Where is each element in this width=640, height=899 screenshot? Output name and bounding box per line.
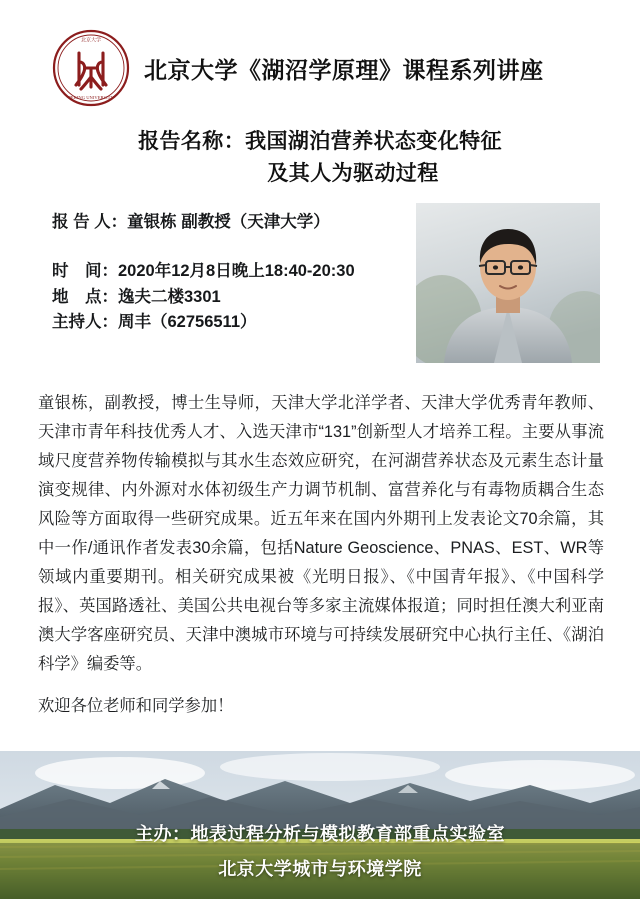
- peking-university-seal-logo: [52, 29, 130, 107]
- time-line: 时 间：2020年12月8日晚上18:40-20:30: [52, 262, 355, 281]
- speaker-portrait-photo: [416, 203, 600, 363]
- lecture-info-lines: [52, 211, 407, 335]
- welcome-note: 欢迎各位老师和同学参加！: [38, 697, 234, 715]
- page-title: [42, 126, 598, 189]
- lecture-info-area: [0, 211, 640, 371]
- organizer-line-2: 北京大学城市与环境学院: [218, 859, 422, 879]
- poster-header: [0, 0, 640, 108]
- speaker-biography: 童银栋，副教授，博士生导师，天津大学北洋学者、天津大学优秀青年教师、天津市青年科技优秀人才、入选天津市“131”创新型人才培养工程。主要从事流域尺度营养物传输模拟与其水生态效应研究，在河湖营养状态及元素生态计量演变规律、内外源对水体初级生产力调节机制、富营养化与有毒物质耦合生态风险等方面取得一些研究成果。近五年来在国内外期刊上发表论文70余篇，其中一作/通讯作者发表30余篇，包括Nature Geoscience、PNAS、EST、WR等领域内重要期刊。相关研究成果被《光明日报》、《中国青年报》、《中国科学报》、英国路透社、美国公共电视台等多家主流媒体报道；同时担任澳大利亚南澳大学客座研究员、天津中澳城市环境与可持续发展研究中心执行主任、《湖泊科学》编委等。: [38, 394, 604, 673]
- footer-landscape-image: [0, 751, 640, 899]
- speaker-line: 报 告 人：童银栋 副教授（天津大学）: [52, 213, 330, 231]
- host-line: 主持人：周丰（62756511）: [52, 313, 257, 332]
- footer-organizer-text: [0, 820, 640, 881]
- talk-title-line1: 报告名称：我国湖泊营养状态变化特征: [138, 130, 502, 153]
- header-title: 北京大学《湖沼学原理》课程系列讲座: [144, 56, 544, 83]
- svg-text:PEKING UNIVERSITY: PEKING UNIVERSITY: [68, 95, 114, 100]
- organizer-line-1: 主办：地表过程分析与模拟教育部重点实验室: [135, 824, 505, 844]
- svg-text:北京大学: 北京大学: [80, 38, 102, 44]
- talk-title-line2: 及其人为驱动过程: [267, 161, 439, 185]
- place-line: 地 点：逸夫二楼3301: [52, 287, 221, 306]
